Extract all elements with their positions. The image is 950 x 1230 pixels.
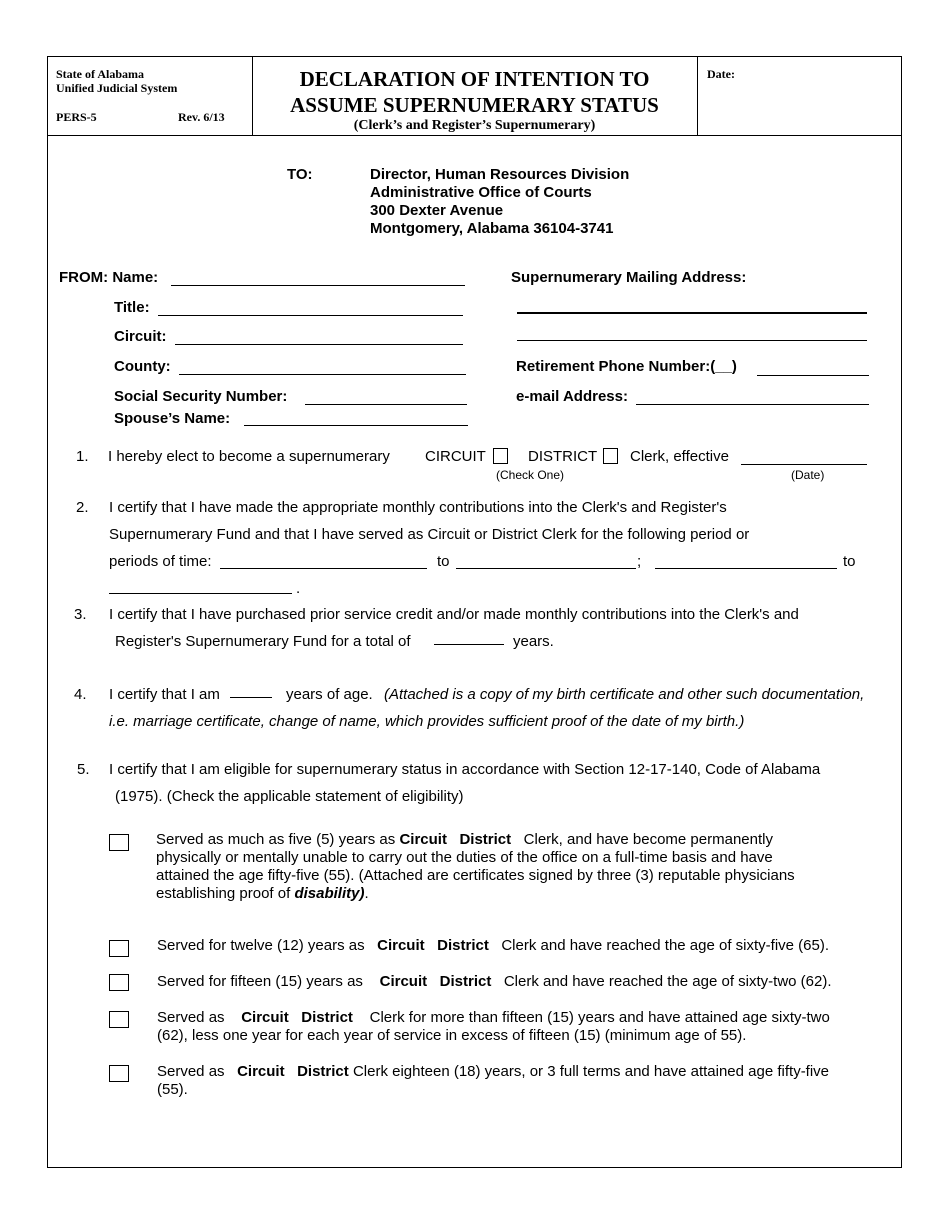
item5-number: 5. bbox=[77, 761, 90, 778]
option5-line2: (55). bbox=[157, 1081, 188, 1098]
period1-end-field[interactable] bbox=[456, 568, 636, 569]
item4-number: 4. bbox=[74, 686, 87, 703]
header-divider-right bbox=[697, 56, 698, 136]
item1-clerk-effective: Clerk, effective bbox=[630, 448, 729, 465]
to-line4: Montgomery, Alabama 36104-3741 bbox=[370, 220, 614, 237]
option3-text-a: Served for fifteen (15) years as bbox=[157, 973, 363, 990]
option2-text-a: Served for twelve (12) years as bbox=[157, 937, 365, 954]
eligibility-option4 bbox=[157, 1009, 897, 1045]
option5-district: District bbox=[297, 1063, 349, 1080]
phone-label: Retirement Phone Number:(__) bbox=[516, 358, 737, 375]
eligibility-option5 bbox=[157, 1063, 897, 1099]
form-subtitle: (Clerk’s and Register’s Supernumerary) bbox=[353, 118, 596, 133]
period2-start-field[interactable] bbox=[655, 568, 837, 569]
spouse-label: Spouse’s Name: bbox=[114, 410, 231, 427]
name-field[interactable] bbox=[171, 285, 465, 286]
revision: Rev. 6/13 bbox=[178, 110, 225, 124]
option3-district: District bbox=[439, 973, 492, 990]
to-line3: 300 Dexter Avenue bbox=[370, 202, 504, 219]
check-one-hint: (Check One) bbox=[496, 468, 565, 482]
option4-circuit: Circuit bbox=[241, 1009, 289, 1026]
district-checkbox[interactable] bbox=[603, 448, 618, 464]
option1-line4c: . bbox=[364, 885, 369, 902]
option4-line2: (62), less one year for each year of service in excess of fifteen (15) (minimum age of 55). bbox=[157, 1027, 747, 1044]
date-field[interactable] bbox=[745, 64, 893, 84]
system-label: Unified Judicial System bbox=[56, 81, 178, 95]
title-label: Title: bbox=[114, 299, 150, 316]
option1-text-a: Served as much as five (5) years as bbox=[156, 831, 396, 848]
item4-text-c: (Attached is a copy of my birth certificate and other such documentation, bbox=[384, 686, 865, 703]
county-label: County: bbox=[114, 358, 171, 375]
option1-circuit: Circuit bbox=[399, 831, 447, 848]
item2-line3: periods of time: bbox=[109, 553, 212, 570]
circuit-checkbox[interactable] bbox=[493, 448, 508, 464]
circuit-option-label: CIRCUIT bbox=[425, 448, 486, 465]
mailing-address-label: Supernumerary Mailing Address: bbox=[511, 269, 747, 286]
email-label: e-mail Address: bbox=[516, 388, 628, 405]
option5-circuit: Circuit bbox=[237, 1063, 285, 1080]
item3-line2b: years. bbox=[513, 633, 554, 650]
item1-text: I hereby elect to become a supernumerary bbox=[108, 448, 390, 465]
form-id: PERS-5 bbox=[56, 110, 97, 124]
effective-date-field[interactable] bbox=[741, 464, 867, 465]
item2-line1: I certify that I have made the appropriate monthly contributions into the Clerk's and Register's bbox=[109, 499, 727, 516]
state-label: State of Alabama bbox=[56, 67, 144, 81]
item4-line2: i.e. marriage certificate, change of name, which provides sufficient proof of the date of my birth.) bbox=[109, 713, 745, 730]
item1-number: 1. bbox=[76, 448, 89, 465]
option1-line4a: establishing proof of bbox=[156, 885, 291, 902]
option4-text-a: Served as bbox=[157, 1009, 225, 1026]
option4-text-b: Clerk for more than fifteen (15) years and have attained age sixty-two bbox=[369, 1009, 830, 1026]
eligibility-option3 bbox=[157, 973, 897, 991]
item2-to2: to bbox=[843, 553, 856, 570]
eligibility-option1-checkbox[interactable] bbox=[109, 834, 129, 851]
option2-circuit: Circuit bbox=[377, 937, 425, 954]
option5-text-b: Clerk eighteen (18) years, or 3 full terms and have attained age fifty-five bbox=[352, 1063, 830, 1080]
item2-semicolon: ; bbox=[637, 553, 642, 570]
eligibility-option1 bbox=[156, 831, 876, 903]
period1-start-field[interactable] bbox=[220, 568, 427, 569]
option4-district: District bbox=[301, 1009, 353, 1026]
eligibility-option5-checkbox[interactable] bbox=[109, 1065, 129, 1082]
eligibility-option2 bbox=[157, 937, 897, 955]
age-field[interactable] bbox=[230, 697, 272, 698]
option5-text-a: Served as bbox=[157, 1063, 225, 1080]
eligibility-option4-checkbox[interactable] bbox=[109, 1011, 129, 1028]
name-label: FROM: Name: bbox=[59, 269, 159, 286]
email-field[interactable] bbox=[636, 404, 869, 405]
eligibility-option3-checkbox[interactable] bbox=[109, 974, 129, 991]
option1-district: District bbox=[459, 831, 512, 848]
item2-line2: Supernumerary Fund and that I have served as Circuit or District Clerk for the following period or bbox=[109, 526, 750, 543]
spouse-field[interactable] bbox=[244, 425, 468, 426]
option2-district: District bbox=[437, 937, 489, 954]
form-title-line2: ASSUME SUPERNUMERARY STATUS bbox=[290, 93, 659, 117]
header-divider bbox=[47, 135, 902, 136]
county-field[interactable] bbox=[179, 374, 466, 375]
mailing-address-line1[interactable] bbox=[517, 312, 867, 314]
item2-period: . bbox=[296, 580, 301, 597]
item3-line2a: Register's Supernumerary Fund for a total of bbox=[115, 633, 411, 650]
to-label: TO: bbox=[287, 166, 313, 183]
eligibility-option2-checkbox[interactable] bbox=[109, 940, 129, 957]
item5-line1: I certify that I am eligible for supernumerary status in accordance with Section 12-17-140, Code of Alabama bbox=[109, 761, 821, 778]
ssn-label: Social Security Number: bbox=[114, 388, 288, 405]
item3-line1: I certify that I have purchased prior service credit and/or made monthly contributions into the Clerk's and bbox=[109, 606, 799, 623]
option1-line3: attained the age fifty-five (55). (Attached are certificates signed by three (3) reputable physicians bbox=[156, 867, 795, 884]
option2-text-b: Clerk and have reached the age of sixty-five (65). bbox=[501, 937, 830, 954]
option3-circuit: Circuit bbox=[379, 973, 428, 990]
option1-text-b: Clerk, and have become permanently bbox=[523, 831, 773, 848]
to-line1: Director, Human Resources Division bbox=[370, 166, 630, 183]
option1-line2: physically or mentally unable to carry out the duties of the office on a full-time basis and have bbox=[156, 849, 773, 866]
item4-text-a: I certify that I am bbox=[109, 686, 220, 703]
option1-disability: disability) bbox=[294, 885, 365, 902]
form-title-line1: DECLARATION OF INTENTION TO bbox=[299, 67, 650, 91]
circuit-field[interactable] bbox=[175, 344, 463, 345]
total-years-field[interactable] bbox=[434, 644, 504, 645]
date-hint: (Date) bbox=[791, 468, 825, 482]
period2-end-field[interactable] bbox=[109, 593, 292, 594]
item3-number: 3. bbox=[74, 606, 87, 623]
ssn-field[interactable] bbox=[305, 404, 467, 405]
item4-text-b: years of age. bbox=[286, 686, 373, 703]
circuit-label: Circuit: bbox=[114, 328, 167, 345]
item2-to1: to bbox=[437, 553, 450, 570]
district-option-label: DISTRICT bbox=[528, 448, 598, 465]
to-line2: Administrative Office of Courts bbox=[370, 184, 592, 201]
title-field[interactable] bbox=[158, 315, 463, 316]
option3-text-b: Clerk and have reached the age of sixty-two (62). bbox=[503, 973, 832, 990]
item2-number: 2. bbox=[76, 499, 89, 516]
date-label: Date: bbox=[707, 67, 735, 81]
mailing-address-line2[interactable] bbox=[517, 340, 867, 341]
phone-field[interactable] bbox=[757, 375, 869, 376]
item5-line2: (1975). (Check the applicable statement of eligibility) bbox=[115, 788, 464, 805]
